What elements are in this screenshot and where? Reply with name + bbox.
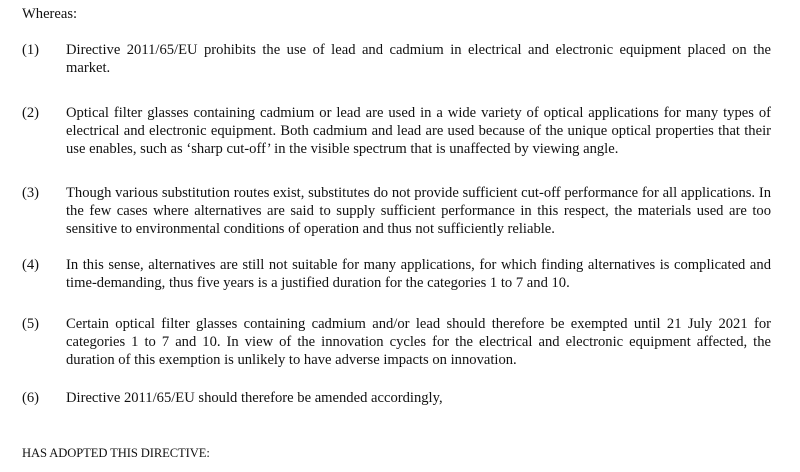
recital-1: [22, 41, 771, 77]
recital-number: (3): [22, 185, 40, 201]
recital-2: [22, 104, 771, 158]
recital-number: (4): [22, 257, 40, 273]
recital-number: (6): [22, 390, 40, 406]
recital-5: [22, 315, 771, 369]
recital-number: (2): [22, 105, 40, 121]
recital-number: (1): [22, 42, 40, 58]
recital-3: [22, 184, 771, 238]
recital-4: [22, 256, 771, 292]
recital-text: In this sense, alternatives are still not suitable for many applications, for which finding alternatives is complicated and time-demanding, thus five years is a justified duration for the categories 1 to 7 and 10.: [66, 257, 771, 291]
recital-text: Optical filter glasses containing cadmium or lead are used in a wide variety of optical applications for many types of electrical and electronic equipment. Both cadmium and lead are used because of the unique optical properties that their use enables, such as ‘sharp cut-off’ in the visible spectrum that is unaffected by viewing angle.: [66, 105, 771, 157]
adoption-statement: HAS ADOPTED THIS DIRECTIVE:: [22, 446, 210, 460]
recital-text: Certain optical filter glasses containing cadmium and/or lead should therefore be exempted until 21 July 2021 for categories 1 to 7 and 10. In view of the innovation cycles for the electrical and electronic equipment affected, the duration of this exemption is unlikely to have adverse impacts on innovation.: [66, 316, 771, 368]
whereas-heading: Whereas:: [22, 6, 78, 22]
recital-number: (5): [22, 316, 40, 332]
recital-text: Though various substitution routes exist, substitutes do not provide sufficient cut-off performance for all applications. In the few cases where alternatives are said to supply sufficient performance in this respect, the materials used are too sensitive to environmental conditions of operation and thus not sufficiently reliable.: [66, 185, 771, 237]
recital-6: [22, 389, 771, 407]
recital-text: Directive 2011/65/EU should therefore be amended accordingly,: [66, 390, 443, 406]
recital-text: Directive 2011/65/EU prohibits the use of lead and cadmium in electrical and electronic equipment placed on the market.: [66, 42, 771, 76]
